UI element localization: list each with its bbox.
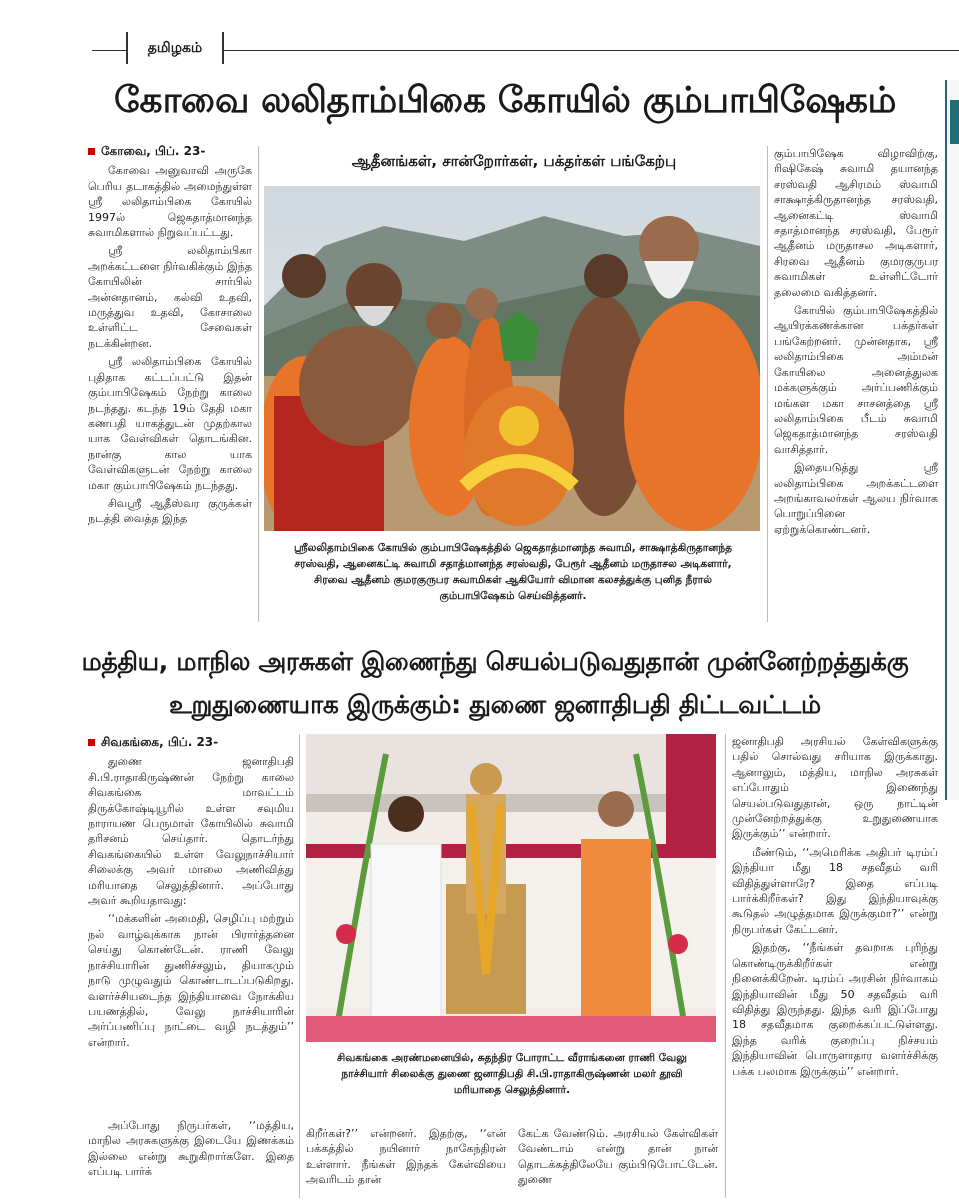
story1-photo [264,186,760,531]
story2-paragraph: இதற்கு, ‘‘நீங்கள் தவறாக புரிந்து கொண்டிருக்கிறீர்கள் என்று நினைக்கிறேன். டிரம்ப் அரசின் நிர்வாகம் இந்தியாவின் மீது 50 சதவீதம் வரி விதித்து இருந்தது. இந்த வரி இப்போது 18 சதவீதமாக குறைக்கப்பட்டுள்ளது. இந்த வரிக் குறைப்பு நிச்சயம் இந்தியாவின் பொருளாதார வளர்ச்சிக்கு பக்க பலமாக இருக்கும்’’ என்றார். [732,941,938,1078]
column-divider [767,146,768,622]
story2-paragraph: துணை ஜனாதிபதி சி.பி.ராதாகிருஷ்ணன் நேற்று காலை சிவகங்கை மாவட்டம் திருக்கோஷ்டியூரில் உள்ள சவுமிய நாராயண பெருமாள் கோயிலில் சுவாமி தரிசனம் செய்தார். தொடர்ந்து சிவகங்கையில் உள்ள வேலுநாச்சியார் சிலைக்கு அவர் மாலை அணிவித்து மரியாதை செலுத்தினார். அப்போது அவர் கூறியதாவது: [88,755,294,908]
story1-left-column [88,144,252,620]
statue-tribute-illustration [306,734,716,1042]
story2-caption: சிவகங்கை அரண்மனையில், சுதந்திர போராட்ட வீராங்கனை ராணி வேலு நாச்சியார் சிலைக்கு துணை ஜனாதிபதி சி.பி.ராதாகிருஷ்ணன் மலர் தூவி மரியாதை செலுத்தினார். [337,1052,687,1096]
story2-headline-line2: உறுதுணையாக இருக்கும்: துணை ஜனாதிபதி திட்டவட்டம் [169,690,821,719]
story2-paragraph: கிறீர்கள்?’’ என்றனர். இதற்கு, ‘‘என் பக்கத்தில் நயினார் நாகேந்திரன் உள்ளார். நீங்கள் இந்தக் கேள்வியை அவரிடம் தான் [306,1127,506,1187]
story1-paragraph: ஸ்ரீ லலிதாம்பிகா அறக்கட்டளை நிர்வகிக்கும் இந்த கோயிலின் சார்பில் அன்னதானம், கல்வி உதவி, மருத்துவ உதவி, கோசாலை உள்ளிட்ட சேவைகள் நடக்கின்றன. [88,244,252,350]
column-divider [299,734,300,1198]
section-label: தமிழகம் [126,32,224,64]
story1-subhead: ஆதீனங்கள், சான்றோர்கள், பக்தர்கள் பங்கேற்பு [351,152,677,170]
section-rule-left [92,50,126,51]
story2-left-column [88,735,294,1115]
story2-paragraph: கேட்க வேண்டும். அரசியல் கேள்விகள் வேண்டாம் என்று தான் நான் தொடக்கத்திலேயே கும்பிடுபோட்டேன். துணை [518,1127,718,1187]
story2-headline-line1: மத்திய, மாநில அரசுகள் இணைந்து செயல்படுவதுதான் முன்னேற்றத்துக்கு [81,647,909,676]
section-rule-right [224,50,959,51]
story2-left-column-bottom [88,1118,294,1198]
story1-paragraph: கோவை அனுவாவி அருகே பெரிய தடாகத்தில் அமைந்துள்ள ஸ்ரீ லலிதாம்பிகை கோயில் 1997ல் ஜெகதாத்மானந்த சுவாமிகளால் நிறுவப்பட்டது. [88,164,252,240]
story2-paragraph: ‘‘மக்களின் அமைதி, செழிப்பு மற்றும் நல் வாழ்வுக்காக நான் பிரார்த்தனை செய்து கொண்டேன். ராணி வேலு நாச்சியாரின் துணிச்சலும், தியாகமும் நாடு முழுவதும் கொண்டாடப்படுகிறது. வளர்ச்சியடைந்த இந்தியாவை நோக்கிய பயணத்தில், வேலு நாச்சியாரின் அர்ப்பணிப்பு நாட்டை வழி நடத்தும்’’ என்றார். [88,912,294,1049]
story2-paragraph: அப்போது நிருபர்கள், ‘‘மத்திய, மாநில அரசுகளுக்கு இடையே இணக்கம் இல்லை என்று கூறுகிறார்களே. இதை எப்படி பார்க் [88,1119,294,1179]
column-divider [258,146,259,622]
story1-headline: கோவை லலிதாம்பிகை கோயில் கும்பாபிஷேகம் [114,80,896,121]
story2-headline [40,640,950,726]
story2-dateline: சிவகங்கை, பிப். 23- [88,735,294,750]
story1-right-column [774,146,938,622]
story2-paragraph: ஜனாதிபதி அரசியல் கேள்விகளுக்கு பதில் சொல்வது சரியாக இருக்காது. ஆனாலும், மத்திய, மாநில அரசுகள் எப்போதும் இணைந்து செயல்படுவதுதான், ஒரு நாட்டின் முன்னேற்றத்துக்கு உறுதுணையாக இருக்கும்’’ என்றார். [732,735,938,841]
story2-paragraph: மீண்டும், ‘‘அமெரிக்க அதிபர் டிரம்ப் இந்தியா மீது 18 சதவீதம் வரி விதித்துள்ளாரே? இதை எப்படி பார்க்கிறீர்கள்? இது இந்தியாவுக்கு கூடுதல் அழுத்தமாக இருக்குமா?’’ என்று நிருபர்கள் கேட்டனர். [732,845,938,936]
story1-paragraph: கோயில் கும்பாபிஷேகத்தில் ஆயிரக்கணக்கான பக்தர்கள் பங்கேற்றனர். முன்னதாக, ஸ்ரீ லலிதாம்பிகை அம்மன் கோயிலை அனைத்துலக மக்களுக்கும் அர்ப்பணிக்கும் மங்கள மகா சாசனத்தை ஸ்ரீ லலிதாம்பிகை பீடம் சுவாமி ஜெகதாத்மானந்த சரஸ்வதி வாசித்தார். [774,304,938,456]
story1-paragraph: ஸ்ரீ லலிதாம்பிகை கோயில் புதிதாக கட்டப்பட்டு இதன் கும்பாபிஷேகம் நேற்று காலை நடந்தது. கடந்த 19ம் தேதி மகா கணபதி யாகத்துடன் முதற்கால யாக வேள்விகள் தொடங்கின. நான்கு கால யாக வேள்விகளுடன் நேற்று காலை மகா கும்பாபிஷேகம் நடந்தது. [88,355,252,492]
story2-right-column [732,734,938,1194]
story1-paragraph: சிவஸ்ரீ ஆதீஸ்வர குருக்கள் நடத்தி வைத்த இந்த [88,496,252,526]
story1-dateline: கோவை, பிப். 23- [88,144,252,159]
column-divider [725,734,726,1198]
story1-paragraph: கும்பாபிஷேக விழாவிற்கு, ரிஷிகேஷ் சுவாமி தயானந்த சரஸ்வதி ஆசிரமம் ஸ்வாமி சாக்ஷாத்கிருதானந்த சரஸ்வதி, ஆனைகட்டி ஸ்வாமி சதாத்மானந்த சரஸ்வதி, பேரூர் ஆதீனம் மருதாசல அடிகளார், சிரவை ஆதீனம் குமரகுருபர சுவாமிகள் உள்ளிட்டோர் தலைமை வகித்தனர். [774,147,938,299]
story2-photo [306,734,716,1042]
story1-paragraph: இதையடுத்து ஸ்ரீ லலிதாம்பிகை அறக்கட்டளை அறங்காவலர்கள் ஆலய நிர்வாக பொறுப்பினை ஏற்றுக்கொண்டனர். [774,461,938,536]
story2-bottom-column-1 [306,1126,506,1198]
story2-bottom-column-2 [518,1126,718,1198]
story1-caption: ஸ்ரீலலிதாம்பிகை கோயில் கும்பாபிஷேகத்தில் ஜெகதாத்மானந்த சுவாமி, சாக்ஷாத்கிருதானந்த சரஸ்வதி, ஆனைகட்டி சுவாமி சதாத்மானந்த சரஸ்வதி, பேரூர் ஆதீனம் மருதாசல அடிகளார், சிரவை ஆதீனம் குமரகுருபர சுவாமிகள் ஆகியோர் விமான கலசத்துக்கு புனித நீரால் கும்பாபிஷேகம் செய்வித்தனர். [293,542,733,602]
temple-ceremony-illustration [264,186,760,531]
